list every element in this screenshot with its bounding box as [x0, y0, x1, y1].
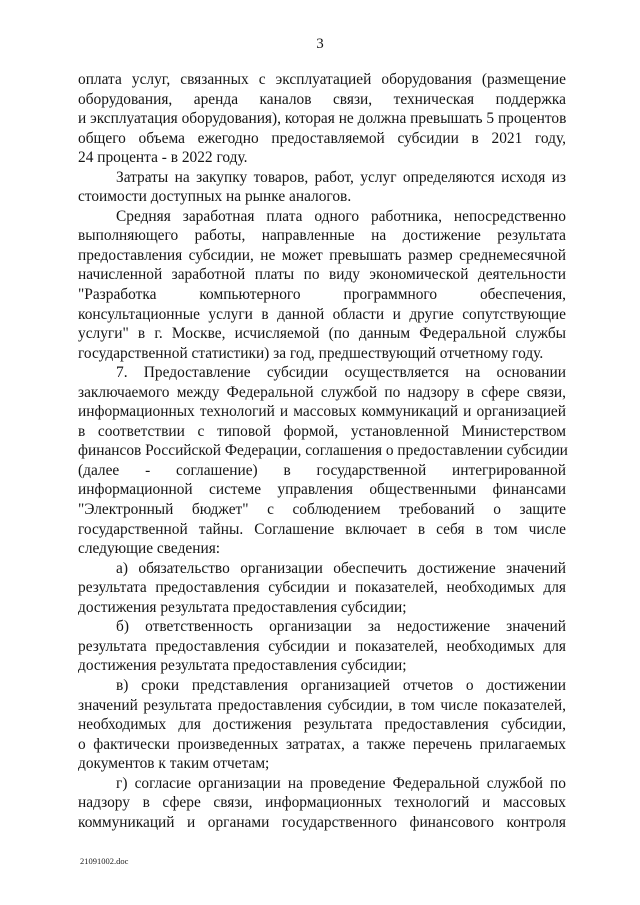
text-line: услуги" в г. Москве, исчисляемой (по данным Федеральной службы	[78, 325, 566, 343]
text-line: государственной тайны. Соглашение включает в себя в том числе	[78, 520, 566, 538]
paragraph-p1	[78, 70, 566, 168]
text-line: Средняя заработная плата одного работника, непосредственно	[116, 207, 566, 225]
page-number: 3	[316, 36, 324, 52]
text-line: предоставления субсидии, не может превышать размер среднемесячной	[78, 246, 566, 264]
text-line: результата предоставления субсидии и показателей, необходимых для	[78, 579, 566, 597]
text-line: коммуникаций и органами государственного финансового контроля	[78, 813, 566, 831]
text-line: общего объема ежегодно предоставляемой субсидии в 2021 году,	[78, 129, 566, 147]
text-line: и эксплуатация оборудования), которая не должна превышать 5 процентов	[78, 110, 567, 128]
text-line: надзору в сфере связи, информационных технологий и массовых	[78, 794, 566, 812]
text-line: финансов Российской Федерации, соглашения о предоставлении субсидии	[78, 442, 568, 460]
text-line: оборудования, аренда каналов связи, техническая поддержка	[78, 90, 566, 108]
text-line: достижения результата предоставления субсидии;	[78, 598, 407, 616]
text-line: Затраты на закупку товаров, работ, услуг определяются исходя из	[116, 168, 566, 186]
text-line: стоимости доступных на рынке аналогов.	[78, 188, 352, 206]
text-line: "Электронный бюджет" с соблюдением требований о защите	[78, 501, 566, 519]
text-line: необходимых для достижения результата предоставления субсидии,	[78, 716, 566, 734]
paragraph-p2	[78, 168, 566, 207]
text-line: информационной системе управления общественными финансами	[78, 481, 566, 499]
text-line: информационных технологий и массовых коммуникаций и организацией	[78, 403, 566, 421]
text-line: 7. Предоставление субсидии осуществляется на основании	[116, 364, 566, 382]
text-line: в) сроки представления организацией отчетов о достижении	[116, 676, 566, 694]
text-line: о фактически произведенных затратах, а также перечень прилагаемых	[78, 735, 566, 753]
paragraph-p6	[78, 617, 566, 676]
text-line: заключаемого между Федеральной службой по надзору в сфере связи,	[78, 383, 566, 401]
text-line: в соответствии с типовой формой, установленной Министерством	[78, 422, 566, 440]
text-line: г) согласие организации на проведение Федеральной службой по	[116, 774, 566, 792]
paragraph-p5	[78, 559, 566, 618]
text-line: следующие сведения:	[78, 540, 221, 558]
text-line: результата предоставления субсидии и показателей, необходимых для	[78, 637, 566, 655]
text-line: консультационные услуги в данной области и другие сопутствующие	[78, 305, 566, 323]
text-line: а) обязательство организации обеспечить достижение значений	[116, 559, 566, 577]
paragraph-p4	[78, 363, 566, 558]
paragraph-p3	[78, 207, 566, 363]
text-line: оплата услуг, связанных с эксплуатацией оборудования (размещение	[78, 71, 566, 88]
paragraph-p8	[78, 774, 566, 833]
text-line: (далее - соглашение) в государственной интегрированной	[78, 461, 566, 479]
text-line: государственной статистики) за год, предшествующий отчетному году.	[78, 344, 544, 362]
text-line: начисленной заработной платы по виду экономической деятельности	[78, 266, 566, 284]
text-line: выполняющего работы, направленные на достижение результата	[78, 227, 566, 245]
text-line: б) ответственность организации за недостижение значений	[116, 618, 566, 636]
text-line: достижения результата предоставления субсидии;	[78, 657, 407, 675]
paragraph-p7	[78, 676, 566, 774]
text-line: значений результата предоставления субсидии, в том числе показателей,	[78, 696, 566, 714]
text-line: документов к таким отчетам;	[78, 755, 270, 773]
document-body	[78, 70, 566, 832]
document-filename: 21091002.doc	[80, 856, 129, 866]
text-line: 24 процента - в 2022 году.	[78, 149, 248, 167]
text-line: "Разработка компьютерного программного обеспечения,	[78, 286, 566, 304]
